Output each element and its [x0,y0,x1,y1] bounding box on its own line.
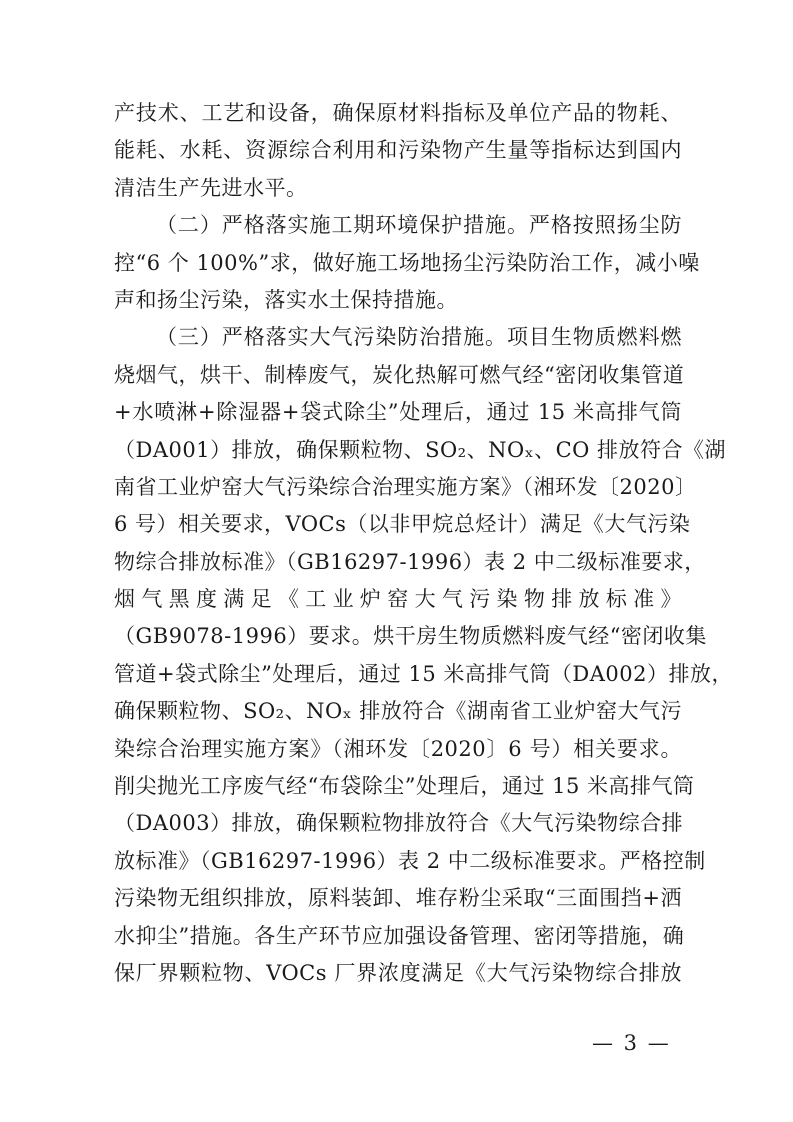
text-line: 烧烟气，烘干、制棒废气，炭化热解可燃气经“密闭收集管道 [114,362,685,387]
text-line: （三）严格落实大气污染防治措施。项目生物质燃料燃 [156,325,682,350]
text-line: 烟气黑度满足《工业炉窑大气污染物排放标准》 [114,587,682,612]
text-line: 控“6 个 100%”求，做好施工场地扬尘污染防治工作，减小噪 [114,250,700,275]
body-text [114,95,733,992]
text-line: （二）严格落实施工期环境保护措施。严格按照扬尘防 [156,213,682,238]
text-line: 保厂界颗粒物、VOCs 厂界浓度满足《大气污染物综合排放 [114,960,682,985]
text-line: （DA001）排放，确保颗粒物、SO₂、NOₓ、CO 排放符合《湖 [114,437,727,462]
text-line: （GB9078-1996）要求。烘干房生物质燃料废气经“密闭收集 [114,624,707,649]
text-line: 能耗、水耗、资源综合利用和污染物产生量等指标达到国内 [114,138,682,163]
text-line: 污染物无组织排放，原料装卸、堆存粉尘采取“三面围挡+洒 [114,886,682,911]
text-line: （DA003）排放，确保颗粒物排放符合《大气污染物综合排 [114,811,684,836]
text-line: 水抑尘”措施。各生产环节应加强设备管理、密闭等措施，确 [114,923,685,948]
text-line: +水喷淋+除湿器+袋式除尘”处理后，通过 15 米高排气筒 [114,400,682,425]
text-line: 6 号）相关要求，VOCs（以非甲烷总烃计）满足《大气污染 [114,512,691,537]
text-line: 放标准》（GB16297-1996）表 2 中二级标准要求。严格控制 [114,848,706,873]
text-line: 清洁生产先进水平。 [114,175,308,200]
text-line: 削尖抛光工序废气经“布袋除尘”处理后，通过 15 米高排气筒 [114,774,695,799]
text-line: 声和扬尘污染，落实水土保持措施。 [114,287,458,312]
text-line: 产技术、工艺和设备，确保原材料指标及单位产品的物耗、 [114,101,682,125]
text-line: 管道+袋式除尘”处理后，通过 15 米高排气筒（DA002）排放， [114,661,733,686]
text-line: 物综合排放标准》（GB16297-1996）表 2 中二级标准要求， [114,549,706,574]
text-line: 南省工业炉窑大气污染综合治理实施方案》（湘环发〔2020〕 [114,474,697,499]
page-number: — 3 — [592,1031,671,1055]
text-line: 染综合治理实施方案》（湘环发〔2020〕6 号）相关要求。 [114,736,682,761]
text-line: 确保颗粒物、SO₂、NOₓ 排放符合《湖南省工业炉窑大气污 [114,699,682,724]
